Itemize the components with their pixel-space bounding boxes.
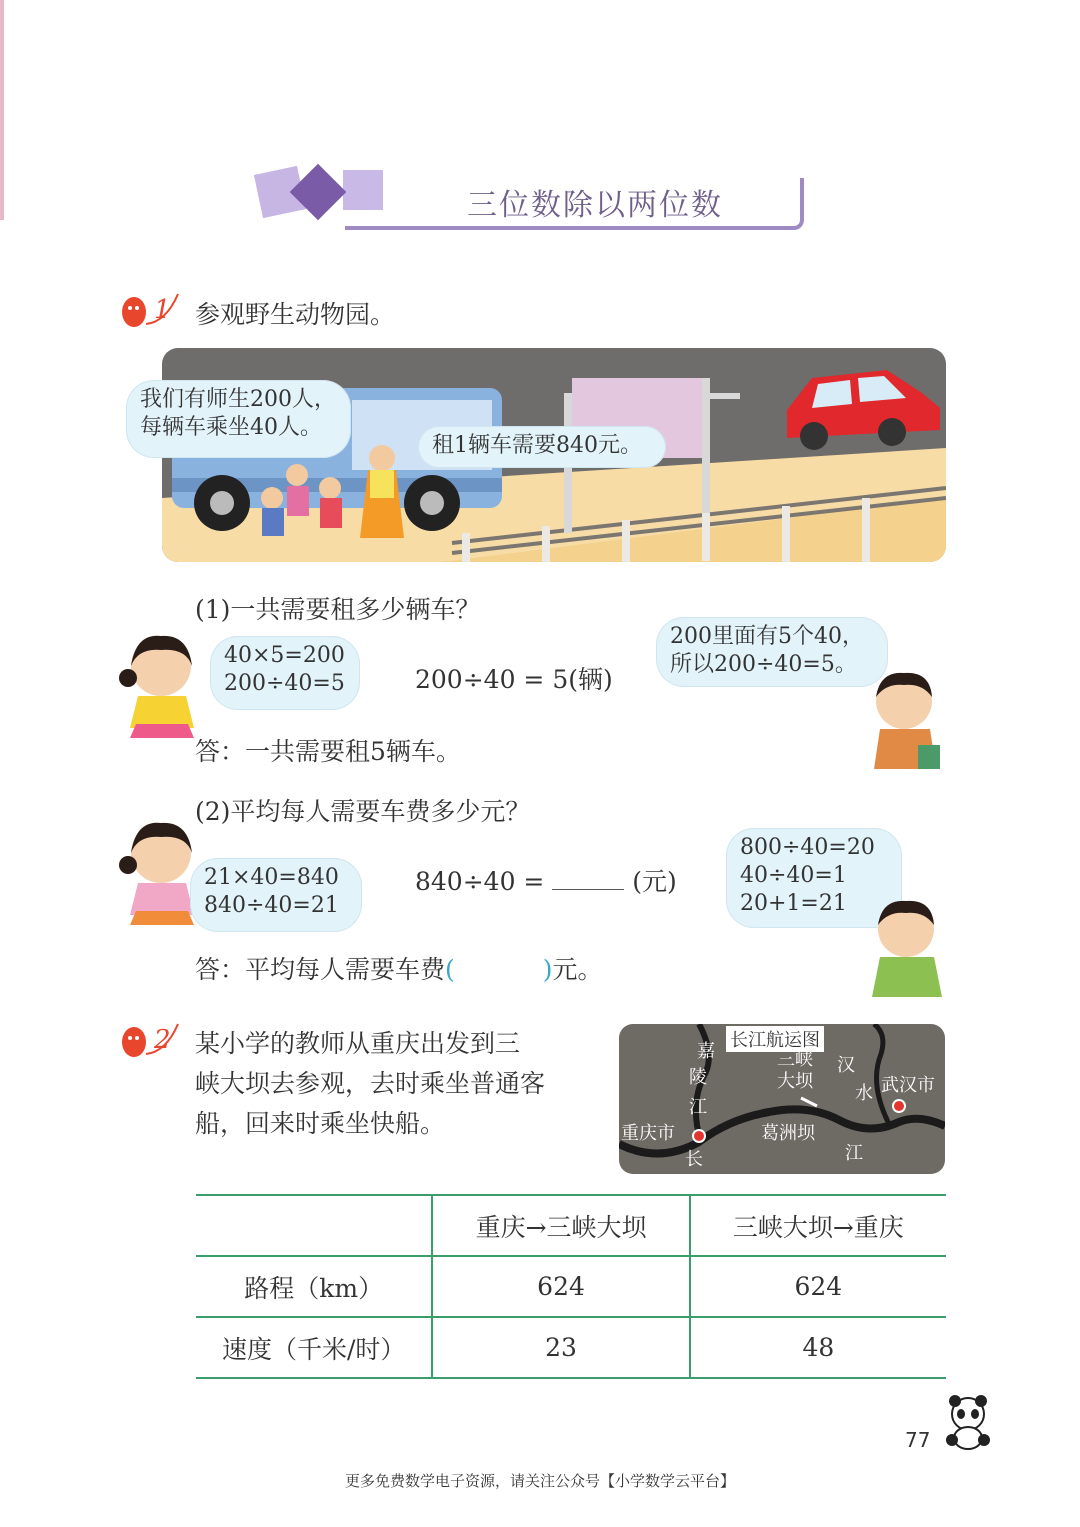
map-label-han-2: 水 (855, 1083, 873, 1104)
equation-2-blank[interactable] (552, 867, 624, 890)
table-row-label: 路程（km） (196, 1256, 432, 1317)
map-label-jialing-2: 陵 (689, 1067, 707, 1088)
map-label-sanxia-2: 大坝 (777, 1071, 813, 1092)
problem-2-number: 2 (154, 1025, 171, 1055)
boy-2-bubble-line-1: 800÷40=20 (740, 835, 875, 860)
table-header-cell: 重庆→三峡大坝 (432, 1195, 689, 1256)
answer-2-suffix: 元。 (552, 955, 603, 984)
table-cell: 624 (432, 1256, 689, 1317)
map-label-sanxia-1: 三峡 (777, 1049, 813, 1070)
map-label-han-1: 汉 (837, 1055, 855, 1076)
table-cell: 23 (432, 1317, 689, 1378)
boy-1-bubble-line-1: 200里面有5个40， (670, 624, 864, 649)
girl-character-1-icon (116, 628, 206, 738)
boy-character-2-icon (862, 895, 954, 999)
boy-character-1-icon (860, 665, 946, 771)
students-bubble-line-2: 每辆车乘坐40人。 (140, 415, 322, 440)
table-row (196, 1317, 946, 1378)
students-speech-bubble (126, 380, 351, 458)
problem-2-text (195, 1024, 545, 1144)
page-edge-strip (0, 0, 4, 220)
map-label-jialing-3: 江 (689, 1097, 707, 1118)
map-label-jialing-1: 嘉 (697, 1041, 715, 1062)
table-header-row (196, 1195, 946, 1256)
students-bubble-line-1: 我们有师生200人， (140, 387, 336, 412)
map-title: 长江航运图 (726, 1026, 824, 1052)
problem-2-text-line-3: 船，回来时乘坐快船。 (195, 1109, 446, 1138)
answer-2-open-paren: ( (445, 955, 455, 984)
teacher-bubble-text: 租1辆车需要840元。 (432, 433, 642, 458)
table-row (196, 1256, 946, 1317)
table-cell: 624 (690, 1256, 946, 1317)
girl-1-speech-bubble (210, 636, 360, 710)
problem-2-marker-icon (116, 1018, 180, 1058)
problem-2-text-line-1: 某小学的教师从重庆出发到三 (195, 1029, 521, 1058)
answer-2-close-paren: ) (542, 955, 553, 984)
map-label-chang: 长 (685, 1149, 703, 1170)
yangtze-shipping-map (619, 1024, 945, 1174)
map-label-chongqing: 重庆市 (621, 1123, 675, 1144)
table-header-cell (196, 1195, 432, 1256)
equation-2 (415, 862, 677, 898)
map-label-jiang: 江 (845, 1143, 863, 1164)
question-1: (1)一共需要租多少辆车？ (195, 595, 481, 624)
table-cell: 48 (690, 1317, 946, 1378)
boy-2-bubble-line-2: 40÷40=1 (740, 863, 847, 888)
girl-2-speech-bubble (190, 858, 362, 932)
answer-2 (195, 950, 603, 986)
problem-2-text-line-2: 峡大坝去参观，去时乘坐普通客 (195, 1069, 546, 1098)
problem-1-intro: 参观野生动物园。 (195, 300, 396, 329)
answer-2-prefix: 答：平均每人需要车费 (195, 955, 446, 984)
equation-2-unit: (元) (632, 867, 677, 896)
girl-2-bubble-line-1: 21×40=840 (204, 865, 339, 890)
girl-2-bubble-line-2: 840÷40=21 (204, 893, 339, 918)
answer-1: 答：一共需要租5辆车。 (195, 737, 461, 766)
footer-note: 更多免费数学电子资源，请关注公众号【小学数学云平台】 (344, 1472, 735, 1490)
girl-1-bubble-line-1: 40×5=200 (224, 643, 345, 668)
lesson-title: 三位数除以两位数 (467, 188, 723, 223)
equation-2-left: 840÷40 = (415, 867, 545, 896)
boy-1-speech-bubble (656, 617, 888, 687)
table-row-label: 速度（千米/时） (196, 1317, 432, 1378)
panda-icon (940, 1392, 996, 1450)
problem-1-number: 1 (154, 295, 171, 325)
girl-1-bubble-line-2: 200÷40=5 (224, 671, 345, 696)
map-label-gezhouba: 葛洲坝 (761, 1123, 815, 1144)
boy-1-bubble-line-2: 所以200÷40=5。 (670, 652, 857, 677)
boy-2-bubble-line-3: 20+1=21 (740, 891, 847, 916)
problem-1-marker-icon (116, 288, 180, 328)
equation-1: 200÷40 = 5(辆) (415, 665, 613, 694)
page-number: 77 (905, 1428, 931, 1452)
teacher-speech-bubble (418, 426, 666, 468)
map-label-wuhan: 武汉市 (881, 1075, 935, 1096)
trip-data-table (196, 1194, 946, 1379)
question-2: (2)平均每人需要车费多少元？ (195, 797, 531, 826)
table-header-cell: 三峡大坝→重庆 (690, 1195, 946, 1256)
